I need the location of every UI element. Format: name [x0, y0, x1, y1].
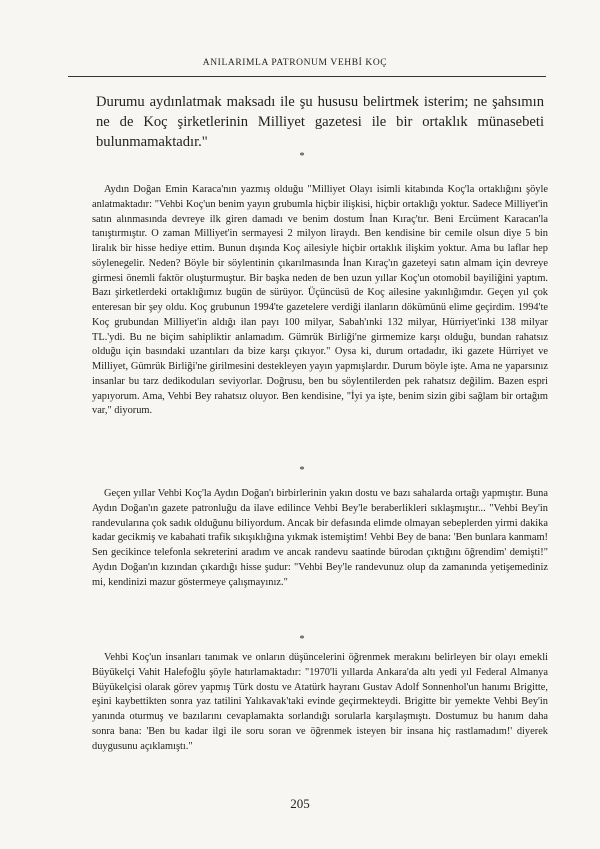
header-rule: [68, 76, 546, 77]
section-separator: *: [299, 634, 305, 645]
page-number: 205: [290, 796, 310, 811]
lead-paragraph: Durumu aydınlatmak maksadı ile şu hususu belirtmek isterim; ne şahsımın ne de Koç şirketlerinin Milliyet gazetesi ile bir ortaklık münasebeti bulunmamaktadır.": [96, 94, 544, 150]
running-head: ANILARIMLA PATRONUM VEHBİ KOÇ: [202, 58, 388, 68]
section-separator: *: [299, 151, 305, 162]
section-paragraph-2: Geçen yıllar Vehbi Koç'la Aydın Doğan'ı birbirlerinin yakın dostu ve bazı sahalarda ortağı yapmıştır. Buna Aydın Doğan'ın gazete patronluğu da ilave edilince Vehbi Bey'le beraberlikleri sıklaşmıştır... "Vehbi Bey'in randevularına çok sadık olduğunu biliyordum. Ancak bir defasında elimde olmayan sebeplerden yirmi dakika kadar gecikmiş ve kabahati trafik sıkışıklığına yıkmak istemiştim! Vehbi Bey de bana: 'Ben bunlara kanmam! Sen gecikince telefonla sekreterini aradım ve ancak randevu saatinde bürodan çıktığını öğrendim' demişti!" Aydın Doğan'ın kızından çıkardığı hisse şudur: "Vehbi Bey'le randevunuz olup da zamanında yetişemediniz mi, kendinizi mazur göstermeye çalışmayınız.": [92, 488, 548, 588]
section-paragraph-1: Aydın Doğan Emin Karaca'nın yazmış olduğu "Milliyet Olayı isimli kitabında Koç'la ortaklığını şöyle anlatmaktadır: "Vehbi Koç'un benim yayın grubumla hiçbir ilişkisi, hiçbir ortaklığı yoktur. Sadece Milliyet'in satın alınmasında devreye ilk giren damadı ve benim dostum İnan Kıraç'tır. Beni Ercüment Karacan'la tanıştırmıştır. O zaman Milliyet'in sermayesi 2 milyon liraydı. Ben kendisine bir cemile olsun diye 5 bin liralık bir hisse hediye ettim. Bunun dışında Koç ailesiyle hiçbir ortaklık ilişkim yoktur. Ama bu laflar hep söylenegelir. Neden? Böyle bir söylentinin çıkarılmasında İnan Kıraç'ın gazeteyi satın almam için devreye girmesi önemli faktör oluşturmuştur. Bir başka neden de ben uzun yıllar Koç'un otomobil bayiliğini yaptım. Bazı şirketlerdeki ortaklığımız bugün de sürüyor. Üçüncüsü de Koç ailesine yakınlığımdır. Geçen yıl çok enteresan bir şey oldu. Koç grubunun 1994'te gazetelere verdiği ilanların dökümünü elime geçirdim. 1994'te Koç grubundan Milliyet'in aldığı ilan payı 100 milyar, Sabah'ınki 132 milyar, Hürriyet'inki 138 milyar TL.'ydi. Bu ne biçim sahipliktir anlamadım. Gümrük Birliği'ne girmemize karşı olduğu, bundan rahatsız olduğu için basındaki uzantıları da bize karşı çıkıyor." Oysa ki, durum ortadadır, iki gazete Hürriyet ve Milliyet, Gümrük Birliği'ne girilmesini destekleyen yayın yapmışlardır. Durum böyle işte. Ama ne yaparsınız insanlar bu tarz dedikoduları seviyorlar. Doğrusu, ben bu söylentilerden pek rahatsız değilim. Bazen espri yapıyorum. Ama, Vehbi Bey rahatsız oluyor. Ben kendisine, "İyi ya işte, benim sizin gibi sağlam bir ortağım var," diyorum.: [92, 184, 548, 417]
section-separator: *: [299, 465, 305, 476]
section-paragraph-3: Vehbi Koç'un insanları tanımak ve onların düşüncelerini öğrenmek merakını belirleyen bir olayı emekli Büyükelçi Vahit Halefoğlu şöyle hatırlamaktadır: "1970'li yıllarda Ankara'da altı yedi yıl Federal Almanya Büyükelçisi olarak görev yapmış Türk dostu ve Atatürk hayranı Gustav Adolf Sonnenhol'un hanımı Brigitte, eşini kaybettikten sonra yaz tatilini Yalıkavak'taki evinde geçirmekteydi. Brigitte bir yemekte Vehbi Bey'in yanında oturmuş ve bazılarını cevaplamakta sorlandığı sorularla karşılaşmıştı. Dostumuz bu hanım daha sonra bana: 'Ben bu kadar ilgi ile soru soran ve öğrenmek isteyen bir insana hiç rastlamadım!' diyerek duygusunu açıklamıştı.": [92, 652, 548, 752]
